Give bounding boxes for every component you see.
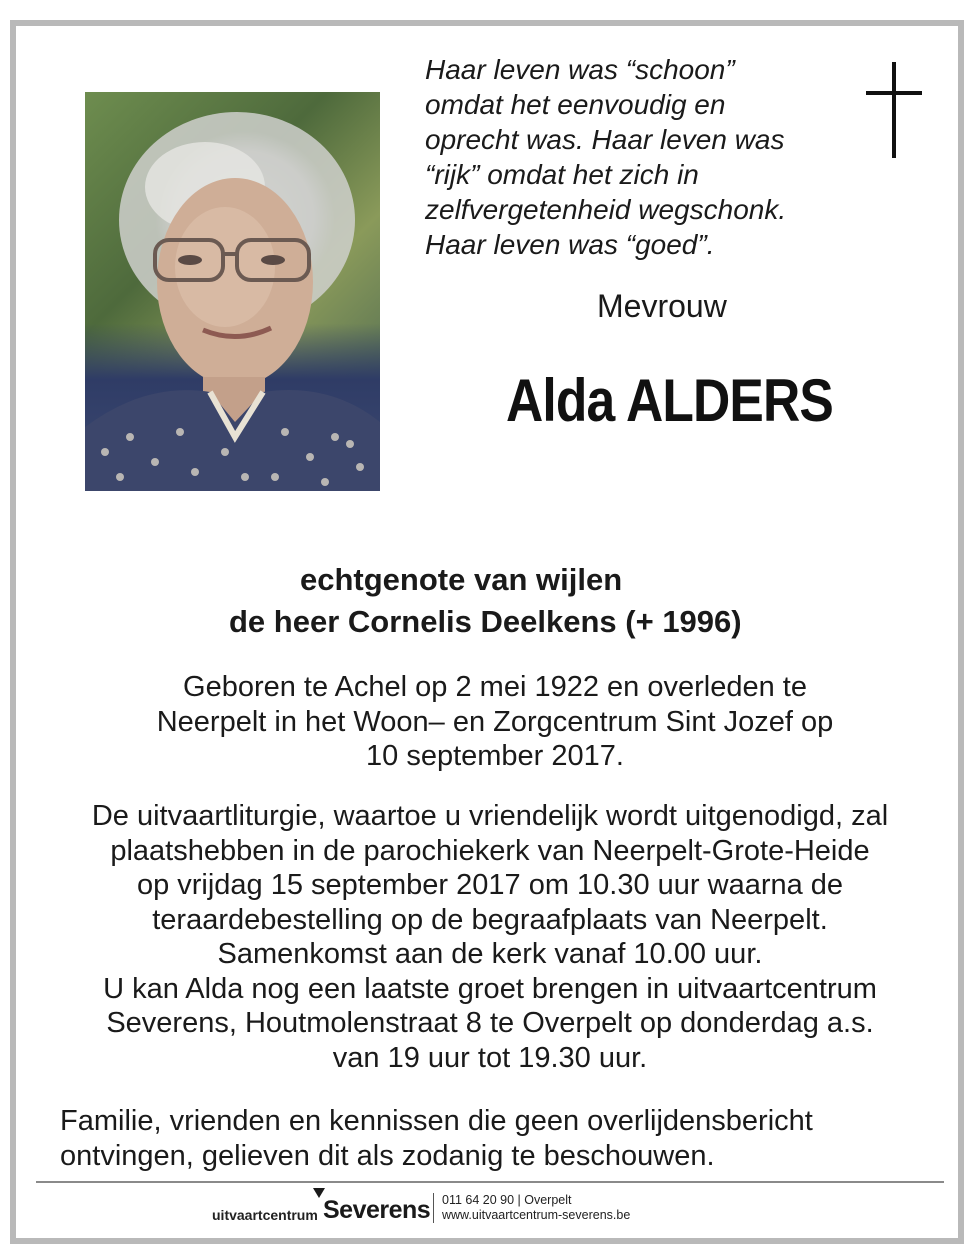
quote-line: oprecht was. Haar leven was <box>425 124 785 155</box>
footer-contact <box>442 1193 630 1223</box>
cross-icon <box>866 62 922 158</box>
paragraph-line: ontvingen, gelieven dit als zodanig te beschouwen. <box>60 1140 715 1172</box>
portrait-photo <box>85 92 380 491</box>
paragraph-line: De uitvaartliturgie, waartoe u vriendelijk wordt uitgenodigd, zal <box>91 800 889 832</box>
quote-line: “rijk” omdat het zich in <box>425 159 699 190</box>
birth-death-paragraph <box>45 670 945 774</box>
deceased-name: Alda ALDERS <box>506 367 833 434</box>
notice-paragraph <box>60 1104 813 1174</box>
memorial-quote <box>425 52 845 262</box>
quote-line: zelfvergetenheid wegschonk. <box>425 194 787 225</box>
paragraph-line: Severens, Houtmolenstraat 8 te Overpelt op donderdag a.s. <box>106 1007 874 1039</box>
footer-website: www.uitvaartcentrum-severens.be <box>442 1208 631 1222</box>
paragraph-line: van 19 uur tot 19.30 uur. <box>332 1041 648 1074</box>
footer-phone-location: 011 64 20 90 | Overpelt <box>442 1193 572 1207</box>
footer-brand-name: Severens <box>323 1196 431 1224</box>
paragraph-line: Geboren te Achel op 2 mei 1922 en overleden te <box>183 671 807 703</box>
portrait-illustration <box>85 92 380 491</box>
quote-line: Haar leven was “schoon” <box>425 54 735 85</box>
paragraph-line: U kan Alda nog een laatste groet brengen in uitvaartcentrum <box>103 972 877 1005</box>
spouse-line-2: de heer Cornelis Deelkens (+ 1996) <box>229 604 742 639</box>
paragraph-line: op vrijdag 15 september 2017 om 10.30 uur waarna de <box>136 869 844 901</box>
quote-line: Haar leven was “goed”. <box>425 229 715 260</box>
funeral-paragraph <box>40 799 940 1075</box>
footer-divider <box>36 1181 944 1183</box>
paragraph-line: Familie, vrienden en kennissen die geen overlijdensbericht <box>60 1105 813 1137</box>
paragraph-line: plaatshebben in de parochiekerk van Neerpelt-Grote-Heide <box>110 834 870 867</box>
footer-brand-prefix: uitvaartcentrum <box>212 1207 318 1223</box>
footer-separator <box>433 1193 434 1223</box>
paragraph-line: 10 september 2017. <box>366 740 624 772</box>
paragraph-line: Neerpelt in het Woon– en Zorgcentrum Sint Jozef op <box>156 705 834 738</box>
spouse-line-1: echtgenote van wijlen <box>300 562 623 597</box>
quote-line: omdat het eenvoudig en <box>425 89 726 120</box>
paragraph-line: Samenkomst aan de kerk vanaf 10.00 uur. <box>217 938 763 970</box>
paragraph-line: teraardebestelling op de begraafplaats van Neerpelt. <box>152 903 828 936</box>
salutation: Mevrouw <box>597 288 727 324</box>
